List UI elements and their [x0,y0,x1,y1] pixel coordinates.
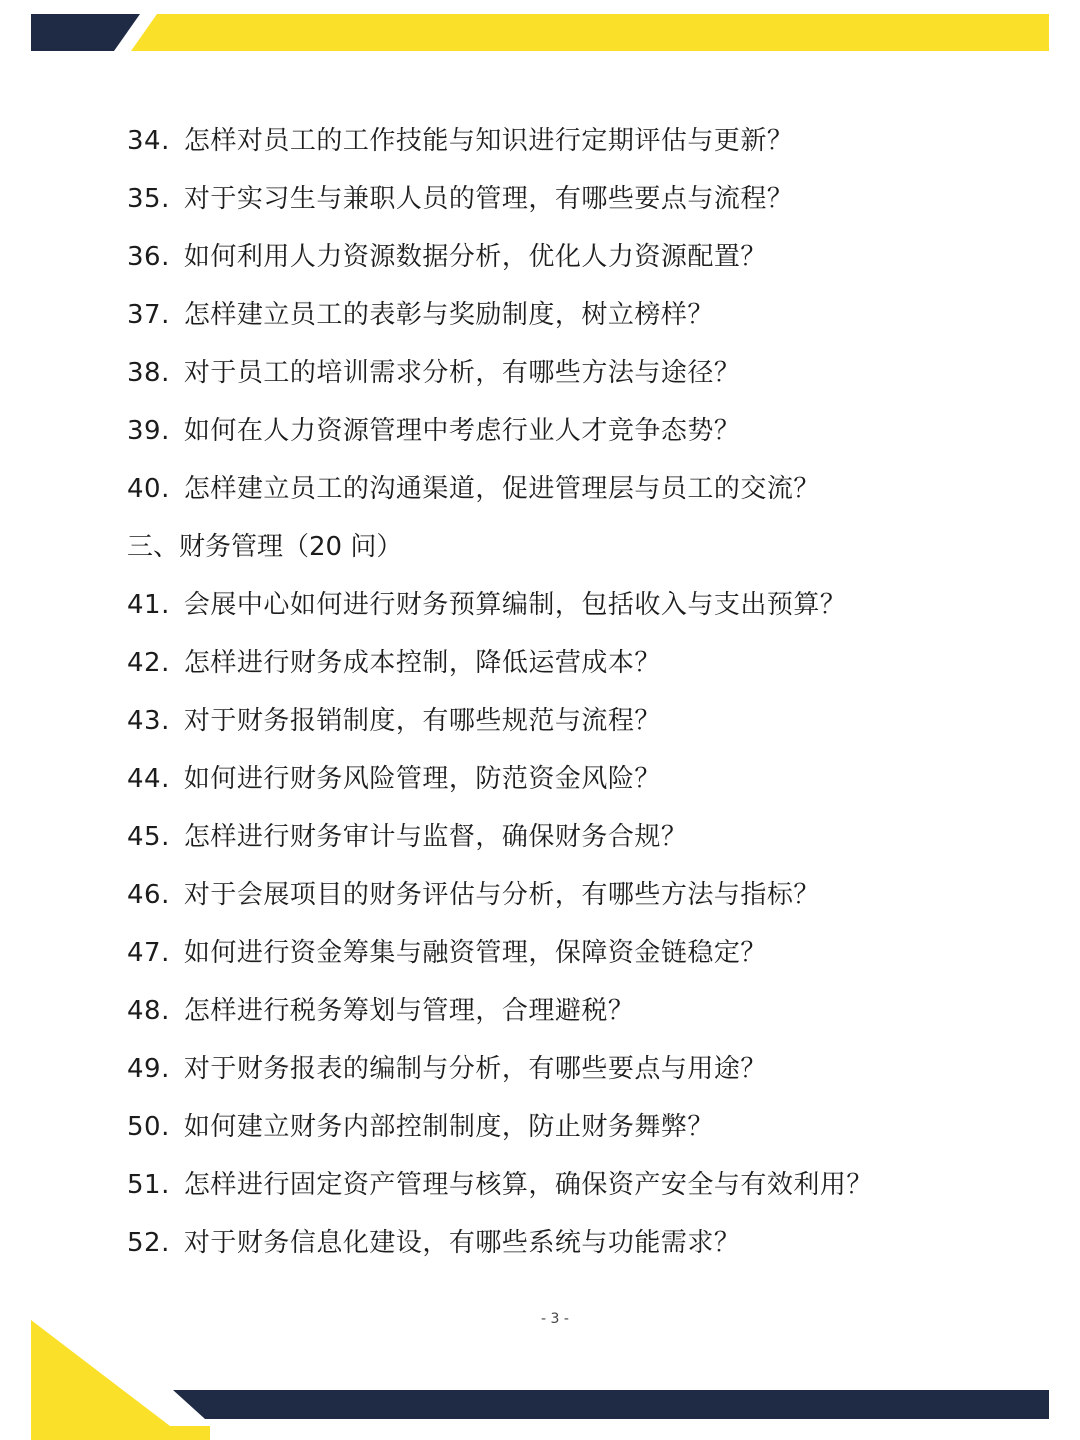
item-text: 怎样建立员工的表彰与奖励制度，树立榜样？ [183,300,714,330]
page-number: - 3 - [541,1311,569,1327]
item-number: 41. [127,590,170,620]
item-number: 46. [127,880,170,910]
item-text: 对于财务报销制度，有哪些规范与流程？ [183,706,661,736]
item-text: 对于实习生与兼职人员的管理，有哪些要点与流程？ [183,184,794,214]
item-text: 怎样进行固定资产管理与核算，确保资产安全与有效利用？ [183,1170,873,1200]
item-text: 如何进行资金筹集与融资管理，保障资金链稳定？ [183,938,767,968]
item-text: 对于会展项目的财务评估与分析，有哪些方法与指标？ [183,880,820,910]
list-item [127,1098,1027,1156]
item-text: 如何进行财务风险管理，防范资金风险？ [183,764,661,794]
list-item [127,170,1027,228]
item-text: 如何在人力资源管理中考虑行业人才竞争态势？ [183,416,741,446]
list-item [127,112,1027,170]
list-item [127,576,1027,634]
list-item [127,692,1027,750]
list-item [127,1040,1027,1098]
list-item [127,460,1027,518]
item-number: 48. [127,996,170,1026]
list-item [127,344,1027,402]
item-text: 对于员工的培训需求分析，有哪些方法与途径？ [183,358,741,388]
top-navy-stripe [31,14,140,51]
item-number: 35. [127,184,170,214]
item-number: 50. [127,1112,170,1142]
list-item [127,228,1027,286]
item-number: 39. [127,416,170,446]
item-text: 如何建立财务内部控制制度，防止财务舞弊？ [183,1112,714,1142]
bottom-decor-band [0,1300,1080,1440]
question-list-finance [127,576,1027,1272]
item-text: 对于财务信息化建设，有哪些系统与功能需求？ [183,1228,741,1258]
list-item [127,402,1027,460]
item-text: 怎样对员工的工作技能与知识进行定期评估与更新？ [183,126,794,156]
list-item [127,982,1027,1040]
item-number: 42. [127,648,170,678]
item-text: 怎样进行税务筹划与管理，合理避税？ [183,996,635,1026]
item-text: 如何利用人力资源数据分析，优化人力资源配置？ [183,242,767,272]
item-number: 34. [127,126,170,156]
top-yellow-stripe [131,14,1049,51]
list-item [127,924,1027,982]
item-text: 怎样建立员工的沟通渠道，促进管理层与员工的交流？ [183,474,820,504]
question-list-hr [127,112,1027,518]
item-text: 会展中心如何进行财务预算编制，包括收入与支出预算？ [183,590,847,620]
item-text: 怎样进行财务成本控制，降低运营成本？ [183,648,661,678]
item-number: 52. [127,1228,170,1258]
item-text: 对于财务报表的编制与分析，有哪些要点与用途？ [183,1054,767,1084]
list-item [127,808,1027,866]
list-item [127,634,1027,692]
item-text: 怎样进行财务审计与监督，确保财务合规？ [183,822,688,852]
item-number: 36. [127,242,170,272]
list-item [127,286,1027,344]
list-item [127,866,1027,924]
list-item [127,750,1027,808]
item-number: 49. [127,1054,170,1084]
item-number: 51. [127,1170,170,1200]
item-number: 40. [127,474,170,504]
section-heading-finance: 三、财务管理（20 问） [127,532,403,562]
list-item [127,1214,1027,1272]
item-number: 47. [127,938,170,968]
item-number: 43. [127,706,170,736]
item-number: 37. [127,300,170,330]
top-decor-band [0,0,1080,60]
item-number: 44. [127,764,170,794]
bottom-yellow-wedge [31,1320,210,1440]
list-item [127,1156,1027,1214]
bottom-navy-stripe [173,1390,1049,1419]
item-number: 38. [127,358,170,388]
item-number: 45. [127,822,170,852]
